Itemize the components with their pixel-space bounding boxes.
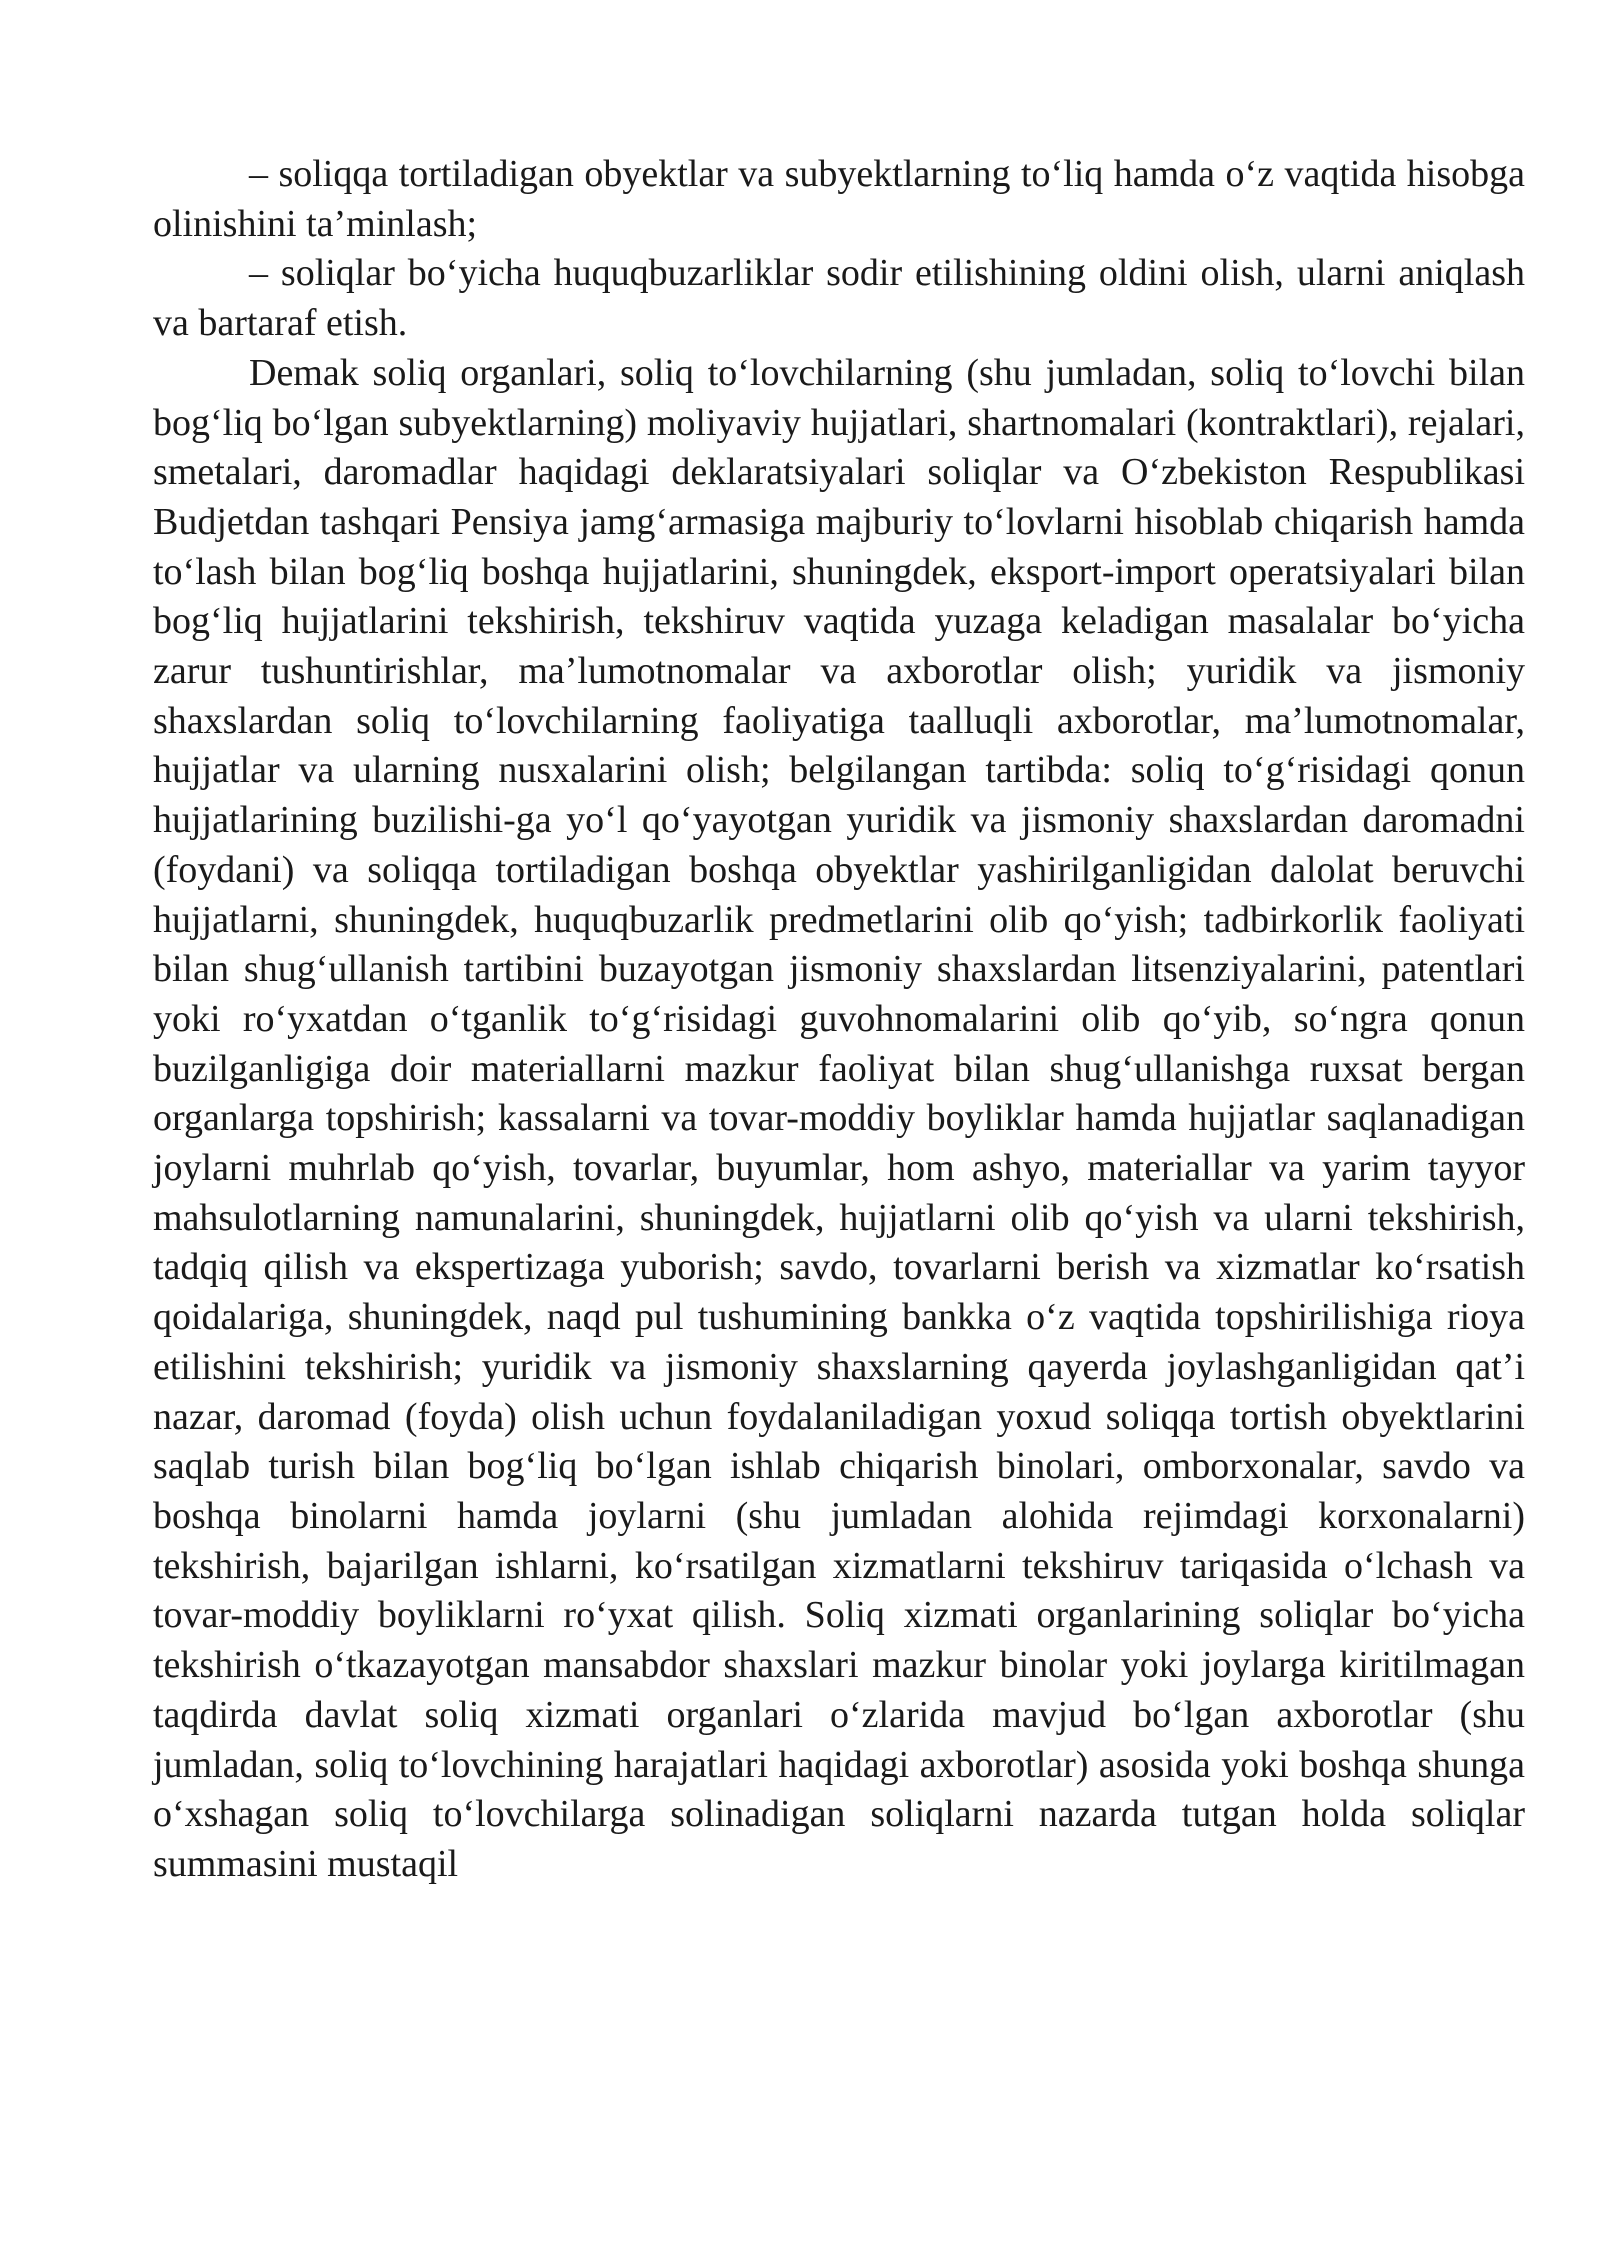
paragraph-list-item-tax-registration: – soliqqa tortiladigan obyektlar va subyektlarning to‘liq hamda o‘z vaqtida hisobga olinishini ta’minlash; — [153, 153, 1525, 245]
paragraph-tax-authority-powers: Demak soliq organlari, soliq to‘lovchilarning (shu jumladan, soliq to‘lovchi bilan bog‘liq bo‘lgan subyektlarning) moliyaviy hujjatlari, shartnomalari (kontraktlari), rejalari, smetalari, daromadlar haqidagi deklaratsiyalari soliqlar va O‘zbekiston Respublikasi Budjetdan tashqari Pensiya jamg‘armasiga majburiy to‘lovlarni hisoblab chiqarish hamda to‘lash bilan bog‘liq boshqa hujjatlarini, shuningdek, eksport-import operatsiyalari bilan bog‘liq hujjatlarini tekshirish, tekshiruv vaqtida yuzaga keladigan masalalar bo‘yicha zarur tushuntirishlar, ma’lumotnomalar va axborotlar olish; yuridik va jismoniy shaxslardan soliq to‘lovchilarning faoliyatiga taalluqli axborotlar, ma’lumotnomalar, hujjatlar va ularning nusxalarini olish; belgilangan tartibda: soliq to‘g‘risidagi qonun hujjatlarining buzilishi-ga yo‘l qo‘yayotgan yuridik va jismoniy shaxslardan daromadni (foydani) va soliqqa tortiladigan boshqa obyektlar yashirilganligidan dalolat beruvchi hujjatlarni, shuningdek, huquqbuzarlik predmetlarini olib qo‘yish; tadbirkorlik faoliyati bilan shug‘ullanish tartibini buzayotgan jismoniy shaxslardan litsenziyalarini, patentlari yoki ro‘yxatdan o‘tganlik to‘g‘risidagi guvohnomalarini olib qo‘yib, so‘ngra qonun buzilganligiga doir materiallarni mazkur faoliyat bilan shug‘ullanishga ruxsat bergan organlarga topshirish; kassalarni va tovar-moddiy boyliklar hamda hujjatlar saqlanadigan joylarni muhrlab qo‘yish, tovarlar, buyumlar, hom ashyo, materiallar va yarim tayyor mahsulotlarning namunalarini, shuningdek, hujjatlarni olib qo‘yish va ularni tekshirish, tadqiq qilish va ekspertizaga yuborish; savdo, tovarlarni berish va xizmatlar ko‘rsatish qoidalariga, shuningdek, naqd pul tushumining bankka o‘z vaqtida topshirilishiga rioya etilishini tekshirish; yuridik va jismoniy shaxslarning qayerda joylashganligidan qat’i nazar, daromad (foyda) olish uchun foydalaniladigan yoxud soliqqa tortish obyektlarini saqlab turish bilan bog‘liq bo‘lgan ishlab chiqarish binolari, omborxonalar, savdo va boshqa binolarni hamda joylarni (shu jumladan alohida rejimdagi korxonalarni) tekshirish, bajarilgan ishlarni, ko‘rsatilgan xizmatlarni tekshiruv tariqasida o‘lchash va tovar-moddiy boyliklarni ro‘yxat qilish. Soliq xizmati organlarining soliqlar bo‘yicha tekshirish o‘tkazayotgan mansabdor shaxslari mazkur binolar yoki joylarga kiritilmagan taqdirda davlat soliq xizmati organlari o‘zlarida mavjud bo‘lgan axborotlar (shu jumladan, soliq to‘lovchining harajatlari haqidagi axborotlar) asosida yoki boshqa shunga o‘xshagan soliq to‘lovchilarga solinadigan soliqlarni nazarda tutgan holda soliqlar summasini mustaqil — [153, 351, 1525, 1885]
paragraph-list-item-violation-prevention: – soliqlar bo‘yicha huquqbuzarliklar sodir etilishining oldini olish, ularni aniqlash va bartaraf etish. — [153, 252, 1525, 345]
document-body — [153, 150, 1525, 1890]
